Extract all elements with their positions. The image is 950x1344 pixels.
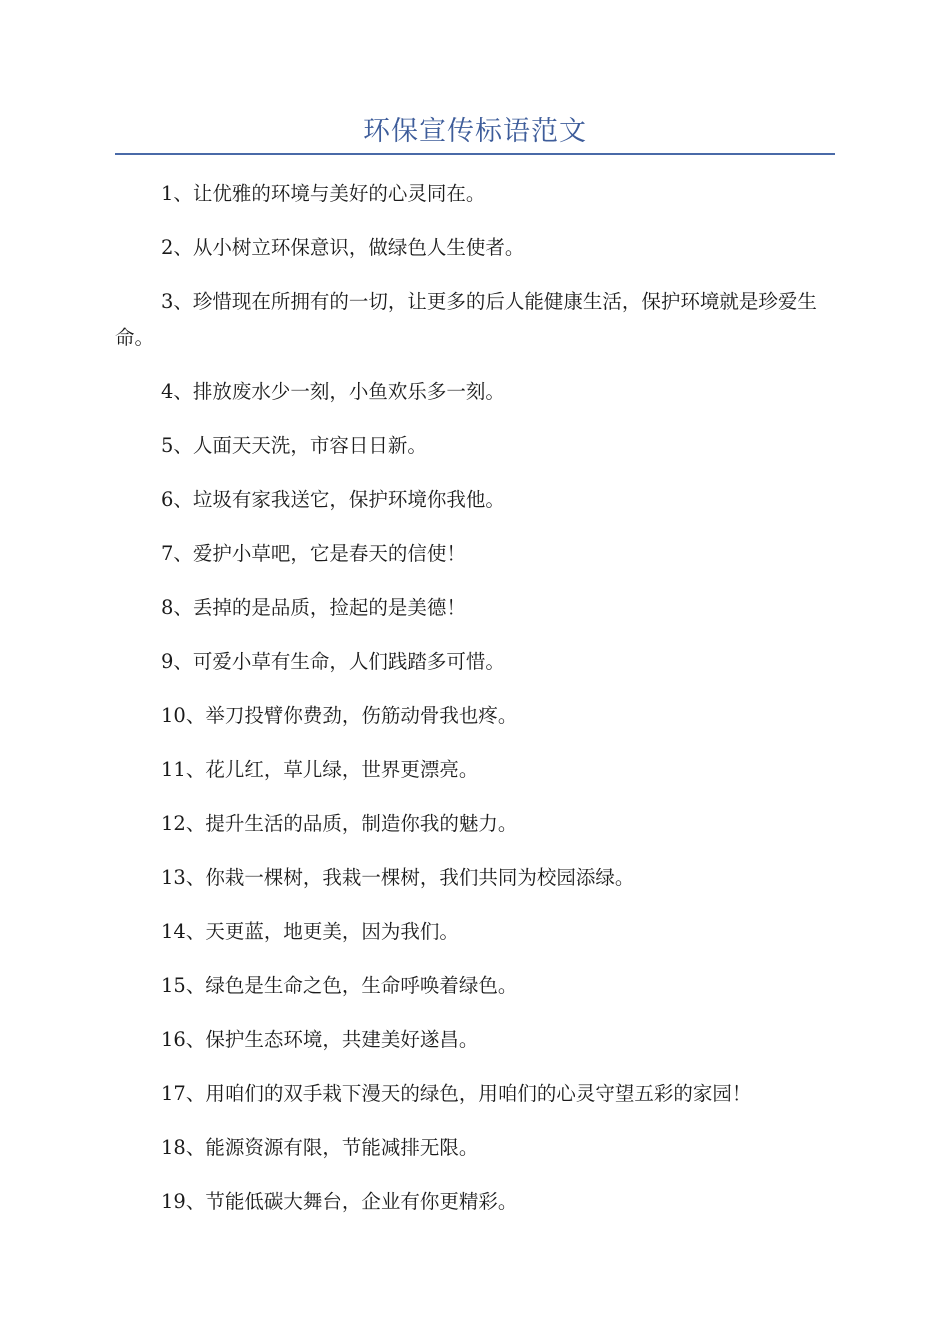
slogan-item: 16、保护生态环境，共建美好遂昌。	[161, 1028, 479, 1051]
slogan-item: 2、从小树立环保意识，做绿色人生使者。	[161, 236, 525, 259]
slogan-item: 12、提升生活的品质，制造你我的魅力。	[161, 812, 518, 835]
slogan-item: 11、花儿红，草儿绿，世界更漂亮。	[161, 758, 479, 781]
slogan-item: 9、可爱小草有生命，人们践踏多可惜。	[161, 650, 505, 673]
slogan-item: 3、珍惜现在所拥有的一切，让更多的后人能健康生活，保护环境就是珍爱生命。	[115, 290, 817, 349]
slogan-item: 14、天更蓝，地更美，因为我们。	[161, 920, 459, 943]
document-title: 环保宣传标语范文	[363, 116, 587, 147]
slogan-item: 17、用咱们的双手栽下漫天的绿色，用咱们的心灵守望五彩的家园！	[161, 1082, 752, 1105]
slogan-item: 4、排放废水少一刻，小鱼欢乐多一刻。	[161, 380, 505, 403]
slogan-item: 19、节能低碳大舞台，企业有你更精彩。	[161, 1190, 518, 1213]
slogan-item: 6、垃圾有家我送它，保护环境你我他。	[161, 488, 505, 511]
slogan-item: 7、爱护小草吧，它是春天的信使！	[161, 542, 466, 565]
slogan-item: 10、举刀投臂你费劲，伤筋动骨我也疼。	[161, 704, 518, 727]
slogan-item: 18、能源资源有限，节能减排无限。	[161, 1136, 479, 1159]
slogan-list	[115, 176, 835, 1238]
slogan-item: 8、丢掉的是品质，捡起的是美德！	[161, 596, 466, 619]
title-underline	[115, 153, 835, 155]
slogan-item: 1、让优雅的环境与美好的心灵同在。	[161, 182, 486, 205]
slogan-item: 15、绿色是生命之色，生命呼唤着绿色。	[161, 974, 518, 997]
slogan-item: 13、你栽一棵树，我栽一棵树，我们共同为校园添绿。	[161, 866, 635, 889]
slogan-item: 5、人面天天洗，市容日日新。	[161, 434, 427, 457]
